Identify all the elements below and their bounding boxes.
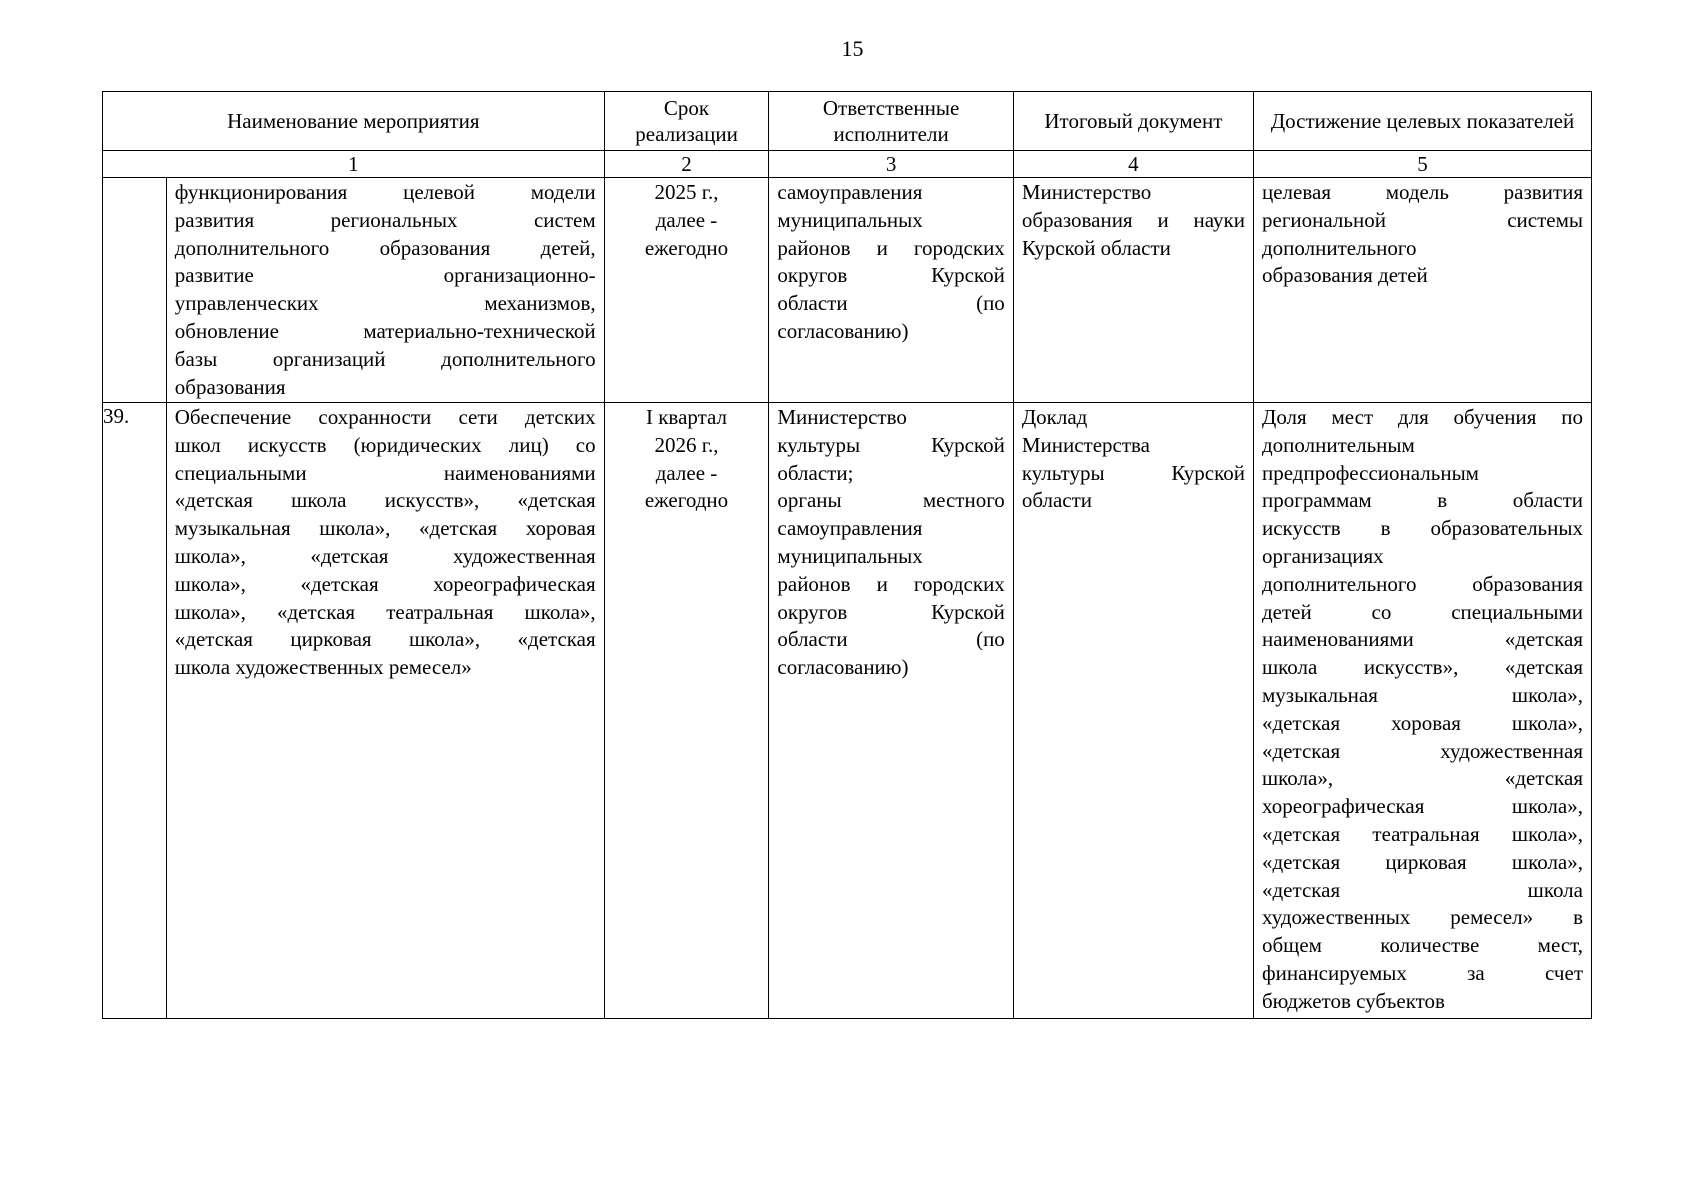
text-line: обновление материально-технической bbox=[174, 318, 596, 343]
text-line: целевая модель развития bbox=[1262, 180, 1583, 204]
text-line: музыкальная школа», bbox=[1262, 682, 1583, 707]
text-line: области (по bbox=[777, 627, 1005, 652]
text-line: базы организаций дополнительного bbox=[174, 346, 596, 371]
table-row bbox=[103, 178, 1592, 403]
text-line: области bbox=[1021, 488, 1093, 513]
target-indicators bbox=[1254, 403, 1591, 1016]
row-number bbox=[103, 178, 167, 403]
responsible bbox=[769, 403, 1012, 682]
responsible bbox=[769, 178, 1012, 346]
text-line: Доля мест для обучения по bbox=[1262, 405, 1583, 429]
term bbox=[605, 178, 769, 262]
text-line: самоуправления bbox=[777, 180, 923, 204]
document-cell bbox=[1013, 178, 1253, 403]
text-line: финансируемых за счет bbox=[1262, 960, 1583, 985]
column-number: 1 bbox=[103, 151, 605, 178]
document-cell bbox=[1013, 403, 1253, 1019]
term bbox=[605, 403, 769, 515]
text-line: культуры Курской bbox=[777, 432, 1005, 457]
text-line: развития региональных систем bbox=[174, 207, 596, 232]
text-line: специальными наименованиями bbox=[174, 460, 596, 485]
text-line: школа художественных ремесел» bbox=[174, 655, 472, 680]
text-line: районов и городских bbox=[777, 571, 1005, 596]
target-indicators bbox=[1254, 178, 1591, 290]
text-line: региональной системы bbox=[1262, 207, 1583, 232]
header-name: Наименование мероприятия bbox=[103, 92, 605, 151]
column-number: 5 bbox=[1254, 151, 1592, 178]
text-line: дополнительного образования детей, bbox=[174, 235, 596, 260]
text-line: согласованию) bbox=[777, 318, 909, 343]
column-number: 2 bbox=[604, 151, 769, 178]
text-line: предпрофессиональным bbox=[1262, 460, 1479, 485]
text-line: развитие организационно- bbox=[174, 263, 596, 288]
text-line: школа искусств», «детская bbox=[1262, 655, 1583, 680]
text-line: Министерство bbox=[777, 405, 907, 429]
header-term: Срок реализации bbox=[604, 92, 769, 151]
final-document bbox=[1014, 403, 1253, 515]
text-line: области (по bbox=[777, 291, 1005, 316]
text-line: образования bbox=[174, 374, 286, 399]
table-row bbox=[103, 403, 1592, 1019]
text-line: муниципальных bbox=[777, 543, 923, 568]
text-line: школ искусств (юридических лиц) со bbox=[174, 432, 596, 457]
text-line: округов Курской bbox=[777, 599, 1005, 624]
text-line: муниципальных bbox=[777, 207, 923, 232]
text-line: 2026 г., bbox=[654, 432, 719, 457]
text-line: самоуправления bbox=[777, 516, 923, 541]
text-line: ежегодно bbox=[644, 235, 729, 260]
text-line: «детская хоровая школа», bbox=[1262, 710, 1583, 735]
term-cell bbox=[604, 178, 769, 403]
activities-table bbox=[102, 91, 1592, 1019]
text-line: «детская театральная школа», bbox=[1262, 821, 1583, 846]
page-number: 15 bbox=[841, 36, 864, 61]
text-line: области; bbox=[777, 460, 854, 485]
text-line: Министерства bbox=[1021, 432, 1150, 457]
header-document: Итоговый документ bbox=[1013, 92, 1253, 151]
text-line: Министерство bbox=[1021, 180, 1152, 204]
text-line: художественных ремесел» в bbox=[1262, 905, 1583, 930]
text-line: «детская цирковая школа», «детская bbox=[174, 627, 596, 652]
text-line: управленческих механизмов, bbox=[174, 291, 596, 316]
row-number: 39. bbox=[103, 403, 167, 1019]
term-cell bbox=[604, 403, 769, 1019]
text-line: школа», «детская театральная школа», bbox=[174, 599, 596, 624]
text-line: ежегодно bbox=[644, 488, 729, 513]
activity-name-cell bbox=[166, 403, 604, 1019]
text-line: дополнительного образования bbox=[1262, 571, 1583, 596]
text-line: «детская школа bbox=[1262, 877, 1583, 902]
text-line: музыкальная школа», «детская хоровая bbox=[174, 516, 596, 541]
text-line: «детская художественная bbox=[1262, 738, 1583, 763]
text-line: общем количестве мест, bbox=[1262, 933, 1583, 958]
text-line: далее - bbox=[655, 207, 718, 232]
activity-name-cell bbox=[166, 178, 604, 403]
text-line: I квартал bbox=[645, 405, 728, 429]
text-line: бюджетов субъектов bbox=[1262, 988, 1445, 1013]
text-line: Курской области bbox=[1021, 235, 1171, 260]
text-line: хореографическая школа», bbox=[1262, 794, 1583, 819]
text-line: Обеспечение сохранности сети детских bbox=[174, 405, 596, 429]
text-line: наименованиями «детская bbox=[1262, 627, 1583, 652]
text-line: районов и городских bbox=[777, 235, 1005, 260]
column-number: 4 bbox=[1013, 151, 1253, 178]
text-line: дополнительного bbox=[1262, 235, 1417, 260]
responsible-cell bbox=[769, 403, 1013, 1019]
text-line: организациях bbox=[1262, 543, 1384, 568]
column-number: 3 bbox=[769, 151, 1013, 178]
text-line: согласованию) bbox=[777, 655, 909, 680]
text-line: школа», «детская художественная bbox=[174, 543, 596, 568]
column-numbers-row bbox=[103, 151, 1592, 178]
text-line: функционирования целевой модели bbox=[174, 180, 596, 204]
text-line: далее - bbox=[655, 460, 718, 485]
table-header-row bbox=[103, 92, 1592, 151]
text-line: программам в области bbox=[1262, 488, 1583, 513]
activity-name bbox=[167, 403, 604, 682]
text-line: органы местного bbox=[777, 488, 1005, 513]
header-responsible: Ответственные исполнители bbox=[769, 92, 1013, 151]
text-line: школа», «детская bbox=[1262, 766, 1583, 791]
targets-cell bbox=[1254, 403, 1592, 1019]
text-line: «детская школа искусств», «детская bbox=[174, 488, 596, 513]
text-line: 2025 г., bbox=[654, 180, 719, 204]
text-line: «детская цирковая школа», bbox=[1262, 849, 1583, 874]
activity-name bbox=[167, 178, 604, 401]
final-document bbox=[1014, 178, 1253, 262]
text-line: образования и науки bbox=[1021, 207, 1245, 232]
text-line: Доклад bbox=[1021, 405, 1088, 429]
text-line: образования детей bbox=[1262, 263, 1428, 288]
responsible-cell bbox=[769, 178, 1013, 403]
targets-cell bbox=[1254, 178, 1592, 403]
text-line: детей со специальными bbox=[1262, 599, 1583, 624]
text-line: дополнительным bbox=[1262, 432, 1415, 457]
text-line: культуры Курской bbox=[1021, 460, 1245, 485]
text-line: школа», «детская хореографическая bbox=[174, 571, 596, 596]
text-line: искусств в образовательных bbox=[1262, 516, 1583, 541]
header-targets: Достижение целевых показателей bbox=[1254, 92, 1592, 151]
text-line: округов Курской bbox=[777, 263, 1005, 288]
